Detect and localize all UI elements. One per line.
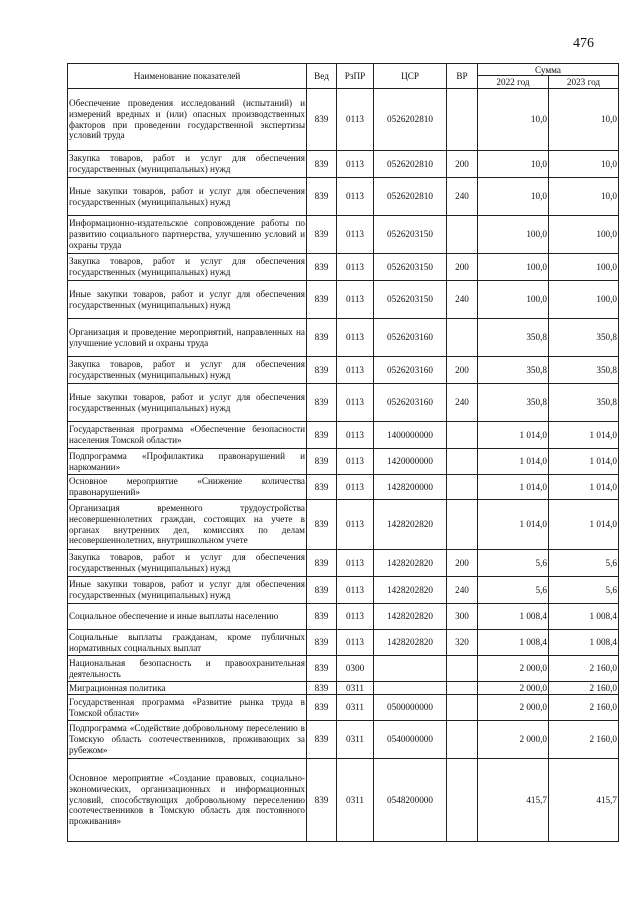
row-name: Закупка товаров, работ и услуг для обеспечения государственных (муниципальных) нужд [68,550,307,577]
row-name: Иные закупки товаров, работ и услуг для обеспечения государственных (муниципальных) нужд [68,281,307,319]
row-rzpr: 0113 [337,281,374,319]
row-name: Закупка товаров, работ и услуг для обеспечения государственных (муниципальных) нужд [68,357,307,384]
table-row [68,319,619,357]
row-sum-2023: 2 160,0 [549,656,619,682]
row-ved: 839 [307,357,337,384]
row-ved: 839 [307,630,337,656]
row-sum-2023: 10,0 [549,151,619,178]
row-ved: 839 [307,178,337,216]
table-body [68,89,619,842]
row-name: Социальное обеспечение и иные выплаты населению [68,604,307,630]
row-ved: 839 [307,721,337,759]
row-rzpr: 0113 [337,422,374,449]
row-vr [447,449,478,475]
row-sum-2023: 1 008,4 [549,630,619,656]
table-row [68,281,619,319]
row-ved: 839 [307,577,337,604]
row-csr: 0526202810 [374,178,447,216]
row-ved: 839 [307,449,337,475]
row-name: Обеспечение проведения исследований (испытаний) и измерений вредных и (или) опасных производственных факторов при проведении государственной экспертизы условий труда [68,89,307,151]
row-ved: 839 [307,682,337,695]
row-sum-2022: 1 014,0 [478,500,549,550]
row-sum-2022: 10,0 [478,89,549,151]
table-row [68,357,619,384]
row-rzpr: 0113 [337,630,374,656]
table-row [68,151,619,178]
row-vr: 200 [447,254,478,281]
row-sum-2023: 2 160,0 [549,682,619,695]
row-rzpr: 0113 [337,178,374,216]
row-csr: 0548200000 [374,759,447,842]
row-vr: 240 [447,384,478,422]
row-sum-2023: 10,0 [549,89,619,151]
row-sum-2023: 1 014,0 [549,422,619,449]
row-sum-2023: 415,7 [549,759,619,842]
row-name: Основное мероприятие «Снижение количества правонарушений» [68,475,307,500]
row-vr [447,682,478,695]
budget-table [67,63,619,842]
row-sum-2023: 1 014,0 [549,449,619,475]
row-rzpr: 0113 [337,254,374,281]
row-ved: 839 [307,759,337,842]
row-sum-2023: 10,0 [549,178,619,216]
row-vr [447,500,478,550]
row-vr [447,695,478,721]
row-vr: 240 [447,281,478,319]
row-rzpr: 0300 [337,656,374,682]
row-name: Подпрограмма «Профилактика правонарушений и наркомании» [68,449,307,475]
row-name: Государственная программа «Развитие рынка труда в Томской области» [68,695,307,721]
table-row [68,604,619,630]
row-rzpr: 0113 [337,604,374,630]
row-sum-2022: 2 000,0 [478,682,549,695]
row-ved: 839 [307,422,337,449]
row-vr [447,89,478,151]
row-rzpr: 0311 [337,695,374,721]
row-sum-2022: 10,0 [478,151,549,178]
table-row [68,384,619,422]
row-sum-2023: 1 014,0 [549,500,619,550]
row-rzpr: 0113 [337,384,374,422]
row-rzpr: 0113 [337,577,374,604]
table-row [68,656,619,682]
row-vr: 200 [447,357,478,384]
row-rzpr: 0113 [337,475,374,500]
row-sum-2022: 10,0 [478,178,549,216]
row-csr: 0526203160 [374,357,447,384]
row-csr: 1428202820 [374,500,447,550]
row-sum-2022: 415,7 [478,759,549,842]
row-ved: 839 [307,604,337,630]
row-csr: 0526203160 [374,319,447,357]
row-ved: 839 [307,254,337,281]
row-sum-2022: 100,0 [478,254,549,281]
table-row [68,178,619,216]
row-name: Основное мероприятие «Создание правовых, социально-экономических, организационных и информационных условий, способствующих добровольному переселению соотечественников в Томскую область для постоянного проживания» [68,759,307,842]
row-csr: 0500000000 [374,695,447,721]
row-csr: 0526203160 [374,384,447,422]
table-row [68,630,619,656]
row-vr [447,216,478,254]
row-name: Организация временного трудоустройства несовершеннолетних граждан, состоящих на учете в органах внутренних дел, комиссиях по делам несовершеннолетних, внутришкольном учете [68,500,307,550]
row-vr: 240 [447,178,478,216]
row-sum-2022: 1 008,4 [478,630,549,656]
row-name: Информационно-издательское сопровождение работы по развитию социального партнерства, улучшению условий и охраны труда [68,216,307,254]
row-rzpr: 0113 [337,550,374,577]
row-name: Социальные выплаты гражданам, кроме публичных нормативных социальных выплат [68,630,307,656]
row-sum-2022: 350,8 [478,319,549,357]
row-ved: 839 [307,216,337,254]
row-sum-2022: 1 014,0 [478,449,549,475]
row-sum-2023: 5,6 [549,577,619,604]
row-rzpr: 0311 [337,721,374,759]
table-row [68,577,619,604]
row-sum-2023: 2 160,0 [549,695,619,721]
row-sum-2022: 350,8 [478,384,549,422]
row-sum-2023: 100,0 [549,281,619,319]
row-csr: 1428200000 [374,475,447,500]
row-rzpr: 0113 [337,500,374,550]
row-sum-2022: 100,0 [478,281,549,319]
table-row [68,422,619,449]
row-vr: 300 [447,604,478,630]
row-rzpr: 0113 [337,449,374,475]
row-csr [374,682,447,695]
row-sum-2022: 2 000,0 [478,695,549,721]
header-year-2023: 2023 год [549,76,619,89]
row-rzpr: 0113 [337,151,374,178]
row-csr: 1400000000 [374,422,447,449]
row-csr: 0540000000 [374,721,447,759]
row-vr [447,422,478,449]
row-name: Государственная программа «Обеспечение безопасности населения Томской области» [68,422,307,449]
table-row [68,695,619,721]
row-name: Иные закупки товаров, работ и услуг для обеспечения государственных (муниципальных) нужд [68,178,307,216]
header-year-2022: 2022 год [478,76,549,89]
row-sum-2023: 5,6 [549,550,619,577]
row-sum-2022: 1 014,0 [478,422,549,449]
table-row [68,550,619,577]
row-vr [447,656,478,682]
row-name: Иные закупки товаров, работ и услуг для обеспечения государственных (муниципальных) нужд [68,577,307,604]
row-sum-2023: 350,8 [549,384,619,422]
row-sum-2022: 2 000,0 [478,656,549,682]
row-vr [447,759,478,842]
row-rzpr: 0311 [337,682,374,695]
row-sum-2023: 1 014,0 [549,475,619,500]
row-ved: 839 [307,319,337,357]
row-ved: 839 [307,695,337,721]
table-row [68,475,619,500]
row-sum-2022: 1 014,0 [478,475,549,500]
table-row [68,216,619,254]
row-rzpr: 0113 [337,216,374,254]
row-ved: 839 [307,500,337,550]
row-sum-2022: 5,6 [478,577,549,604]
row-ved: 839 [307,89,337,151]
header-name: Наименование показателей [68,64,307,89]
row-sum-2023: 1 008,4 [549,604,619,630]
row-vr [447,475,478,500]
header-sum: Сумма [478,64,619,76]
row-name: Национальная безопасность и правоохранительная деятельность [68,656,307,682]
header-ved: Вед [307,64,337,89]
row-sum-2022: 1 008,4 [478,604,549,630]
row-sum-2022: 100,0 [478,216,549,254]
row-vr: 200 [447,550,478,577]
row-csr: 0526203150 [374,216,447,254]
row-name: Миграционная политика [68,682,307,695]
row-vr: 200 [447,151,478,178]
row-csr: 0526202810 [374,151,447,178]
row-name: Организация и проведение мероприятий, направленных на улучшение условий и охраны труда [68,319,307,357]
row-rzpr: 0113 [337,319,374,357]
row-ved: 839 [307,151,337,178]
row-ved: 839 [307,550,337,577]
header-rzpr: РзПР [337,64,374,89]
row-ved: 839 [307,281,337,319]
row-vr: 240 [447,577,478,604]
row-sum-2023: 100,0 [549,254,619,281]
row-csr: 1428202820 [374,604,447,630]
row-vr [447,319,478,357]
row-csr: 0526202810 [374,89,447,151]
row-name: Иные закупки товаров, работ и услуг для обеспечения государственных (муниципальных) нужд [68,384,307,422]
table-row [68,759,619,842]
page-number: 476 [573,36,594,51]
row-name: Закупка товаров, работ и услуг для обеспечения государственных (муниципальных) нужд [68,151,307,178]
row-rzpr: 0113 [337,357,374,384]
row-ved: 839 [307,656,337,682]
row-csr: 1428202820 [374,577,447,604]
row-csr: 1428202820 [374,630,447,656]
row-csr: 1420000000 [374,449,447,475]
row-ved: 839 [307,384,337,422]
header-csr: ЦСР [374,64,447,89]
row-csr [374,656,447,682]
row-csr: 1428202820 [374,550,447,577]
header-vr: ВР [447,64,478,89]
row-rzpr: 0113 [337,89,374,151]
row-csr: 0526203150 [374,254,447,281]
row-sum-2023: 350,8 [549,319,619,357]
row-sum-2022: 2 000,0 [478,721,549,759]
row-name: Подпрограмма «Содействие добровольному переселению в Томскую область соотечественников, проживающих за рубежом» [68,721,307,759]
table-row [68,449,619,475]
table-row [68,254,619,281]
row-sum-2022: 350,8 [478,357,549,384]
row-csr: 0526203150 [374,281,447,319]
row-sum-2023: 350,8 [549,357,619,384]
table-row [68,682,619,695]
row-sum-2023: 100,0 [549,216,619,254]
row-sum-2023: 2 160,0 [549,721,619,759]
row-vr [447,721,478,759]
row-sum-2022: 5,6 [478,550,549,577]
table-row [68,89,619,151]
table-row [68,500,619,550]
row-ved: 839 [307,475,337,500]
row-name: Закупка товаров, работ и услуг для обеспечения государственных (муниципальных) нужд [68,254,307,281]
row-rzpr: 0311 [337,759,374,842]
row-vr: 320 [447,630,478,656]
table-row [68,721,619,759]
